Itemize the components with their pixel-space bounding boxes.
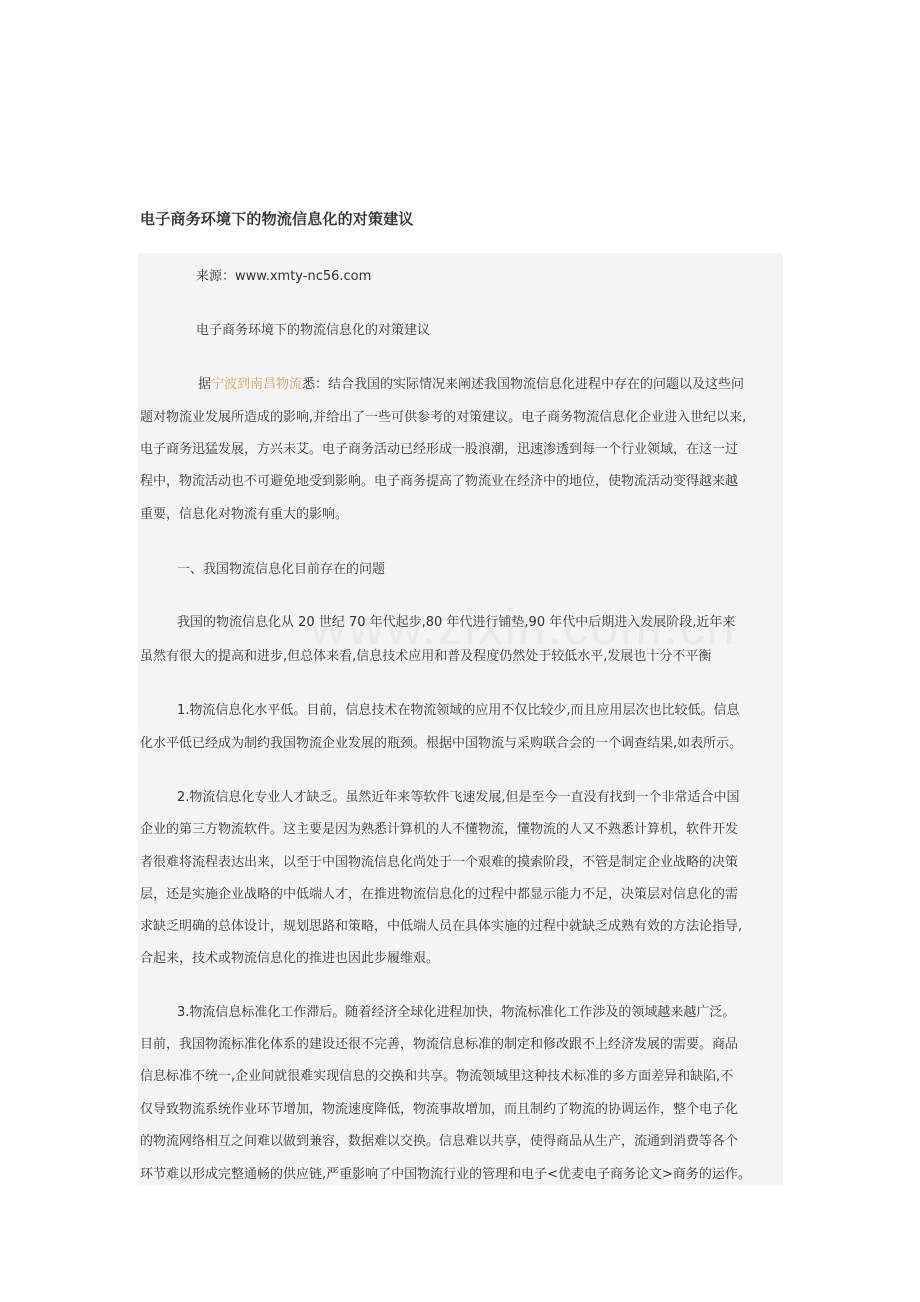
- point2-line-5: 求缺乏明确的总体设计，规划思路和策略，中低端人员在具体实施的过程中就缺乏成熟有效的方法论指导,: [140, 919, 743, 934]
- intro-line-2: 题对物流业发展所造成的影响,并给出了一些可供参考的对策建议。电子商务物流信息化企业进入世纪以来,: [140, 410, 747, 425]
- source-url[interactable]: www.xmty-nc56.com: [235, 269, 372, 284]
- para1-line-2: 虽然有很大的提高和进步,但总体来看,信息技术应用和普及程度仍然处于较低水平,发展也十分不平衡: [140, 649, 712, 664]
- intro-line-1: [198, 375, 744, 395]
- document-title: 电子商务环境下的物流信息化的对策建议: [140, 210, 414, 228]
- para1-line-1: 我国的物流信息化从 20 世纪 70 年代起步,80 年代进行铺垫,90 年代中后期进入发展阶段,近年来: [177, 615, 736, 630]
- intro-link[interactable]: 宁波到南昌物流: [211, 377, 303, 392]
- point3-line-5: 的物流网络相互之间难以做到兼容，数据难以交换。信息难以共享，使得商品从生产，流通到消费等各个: [140, 1134, 739, 1149]
- point2-line-1: 2.物流信息化专业人才缺乏。虽然近年来等软件飞速发展,但是至今一直没有找到一个非常适合中国: [177, 790, 740, 805]
- point2-line-2: 企业的第三方物流软件。这主要是因为熟悉计算机的人不懂物流，懂物流的人又不熟悉计算机，软件开发: [140, 822, 739, 837]
- intro-line-3: 电子商务迅猛发展，方兴未艾。电子商务活动已经形成一股浪潮，迅速渗透到每一个行业领域，在这一过: [140, 442, 739, 457]
- point1-line-1: 1.物流信息化水平低。目前，信息技术在物流领域的应用不仅比较少,而且应用层次也比较低。信息: [177, 703, 740, 718]
- intro-line-4: 程中，物流活动也不可避免地受到影响。电子商务提高了物流业在经济中的地位，使物流活动变得越来越: [140, 474, 739, 489]
- point3-line-4: 仅导致物流系统作业环节增加，物流速度降低，物流事故增加，而且制约了物流的协调运作，整个电子化: [140, 1102, 739, 1117]
- section-heading-1: 一、我国物流信息化目前存在的问题: [177, 562, 386, 577]
- point2-line-3: 者很难将流程表达出来，以至于中国物流信息化尚处于一个艰难的摸索阶段，不管是制定企业战略的决策: [140, 855, 739, 870]
- source-label: 来源：: [196, 269, 236, 284]
- article-subtitle: 电子商务环境下的物流信息化的对策建议: [196, 323, 431, 338]
- point3-line-6: 环节难以形成完整通畅的供应链,严重影响了中国物流行业的管理和电子<优麦电子商务论文>商务的运作。: [140, 1167, 751, 1182]
- source-line: [196, 267, 371, 287]
- point1-line-2: 化水平低已经成为制约我国物流企业发展的瓶颈。根据中国物流与采购联合会的一个调查结果,如表所示。: [140, 736, 743, 751]
- point3-line-3: 信息标准不统一,企业间就很难实现信息的交换和共享。物流领域里这种技术标准的多方面差异和缺陷,不: [140, 1069, 734, 1084]
- point3-line-1: 3.物流信息标准化工作滞后。随着经济全球化进程加快，物流标准化工作涉及的领域越来越广泛。: [177, 1005, 736, 1020]
- intro-prefix: 据: [198, 377, 212, 392]
- point3-line-2: 目前，我国物流标准化体系的建设还很不完善，物流信息标准的制定和修改跟不上经济发展的需要。商品: [140, 1037, 739, 1052]
- point2-line-6: 合起来，技术或物流信息化的推进也因此步履维艰。: [140, 951, 440, 966]
- point2-line-4: 层，还是实施企业战略的中低端人才，在推进物流信息化的过程中都显示能力不足，决策层对信息化的需: [140, 887, 739, 902]
- intro-rest: 悉：结合我国的实际情况来阐述我国物流信息化进程中存在的问题以及这些问: [302, 377, 745, 392]
- intro-line-5: 重要，信息化对物流有重大的影响。: [140, 507, 349, 522]
